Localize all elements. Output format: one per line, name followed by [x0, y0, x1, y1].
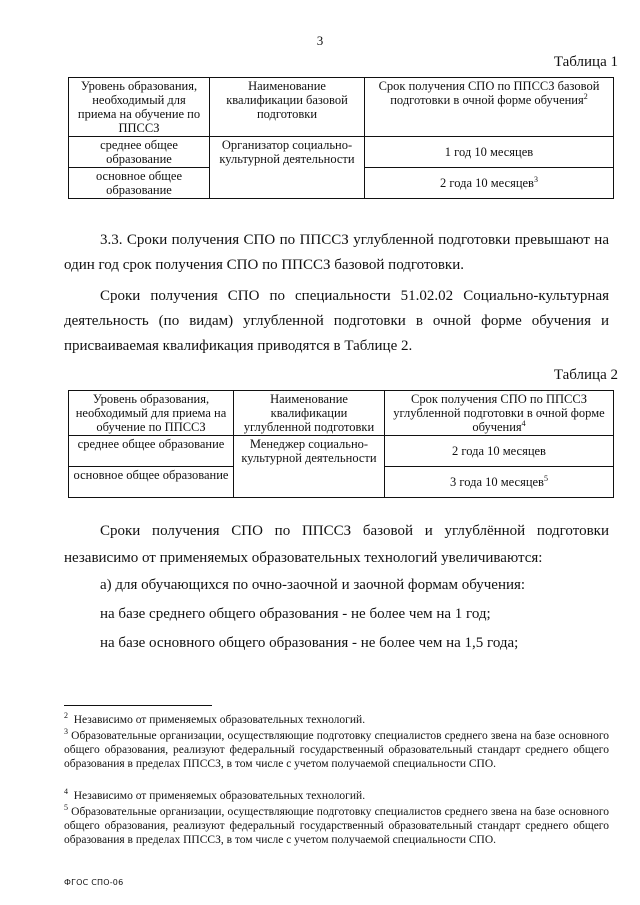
table-1 [68, 77, 614, 199]
paragraph-increase: Сроки получения СПО по ППССЗ базовой и углублённой подготовки независимо от применяемых образовательных технологий увеличиваются: [64, 523, 609, 566]
footnote-5: $^5$ Образовательные организации, осуществляющие подготовку специалистов среднего звена на базе основного общего образования, реализуют федеральный государственный образовательный стандарт среднего общего образования в пределах ППССЗ, в том числе с учетом получаемой специальности СПО. [64, 803, 610, 846]
table-2 [68, 390, 614, 498]
table-row [69, 436, 614, 467]
list-item-a-basic: на базе основного общего образования - не более чем на 1,5 года; [100, 635, 519, 651]
table-header-row [69, 78, 614, 137]
header-qualification: Наименование квалификации базовой подготовки [210, 78, 365, 137]
footnote-4: $^4$ Независимо от применяемых образовательных технологий. [64, 787, 366, 802]
table-row [69, 137, 614, 168]
cell-level: основное общее образование [69, 467, 234, 498]
header-level: Уровень образования, необходимый для приема на обучение по ППССЗ [69, 78, 210, 137]
cell-qualification: Организатор социально-культурной деятельности [210, 137, 365, 199]
cell-term: 2 года 10 месяцев [385, 436, 614, 467]
cell-term: 3 года 10 месяцев$^5$ [385, 467, 614, 498]
footnote-3: $^3$ Образовательные организации, осуществляющие подготовку специалистов среднего звена на базе основного общего образования, реализуют федеральный государственный образовательный стандарт среднего общего образования в пределах ППССЗ, в том числе с учетом получаемой специальности СПО. [64, 727, 610, 770]
cell-level: основное общее образование [69, 168, 210, 199]
header-term: Срок получения СПО по ППССЗ базовой подготовки в очной форме обучения$^2$ [365, 78, 614, 137]
cell-level: среднее общее образование [69, 436, 234, 467]
footnote-divider [64, 705, 212, 706]
paragraph-terms: Сроки получения СПО по специальности 51.02.02 Социально-культурная деятельность (по видам) углубленной подготовки в очной форме обучения и присваиваемая квалификация приводятся в Таблице 2. [64, 288, 609, 354]
table-header-row [69, 391, 614, 436]
paragraph-3-3: 3.3. Сроки получения СПО по ППССЗ углубленной подготовки превышают на один год срок получения СПО по ППССЗ базовой подготовки. [64, 232, 609, 273]
footnote-2: $^2$ Независимо от применяемых образовательных технологий. [64, 711, 366, 726]
cell-term: 1 год 10 месяцев [365, 137, 614, 168]
cell-term: 2 года 10 месяцев$^3$ [365, 168, 614, 199]
page-number: 3 [316, 33, 324, 48]
header-qualification: Наименование квалификации углубленной подготовки [234, 391, 385, 436]
list-item-a-secondary: на базе среднего общего образования - не более чем на 1 год; [100, 606, 491, 622]
cell-level: среднее общее образование [69, 137, 210, 168]
footer-code: ФГОС СПО-06 [64, 878, 124, 887]
header-term: Срок получения СПО по ППССЗ углубленной подготовки в очной форме обучения$^4$ [385, 391, 614, 436]
list-item-a: а) для обучающихся по очно-заочной и заочной формам обучения: [100, 577, 526, 593]
header-level: Уровень образования, необходимый для приема на обучение по ППССЗ [69, 391, 234, 436]
table-1-caption: Таблица 1 [553, 54, 618, 70]
table-2-caption: Таблица 2 [553, 367, 618, 383]
cell-qualification: Менеджер социально-культурной деятельности [234, 436, 385, 498]
